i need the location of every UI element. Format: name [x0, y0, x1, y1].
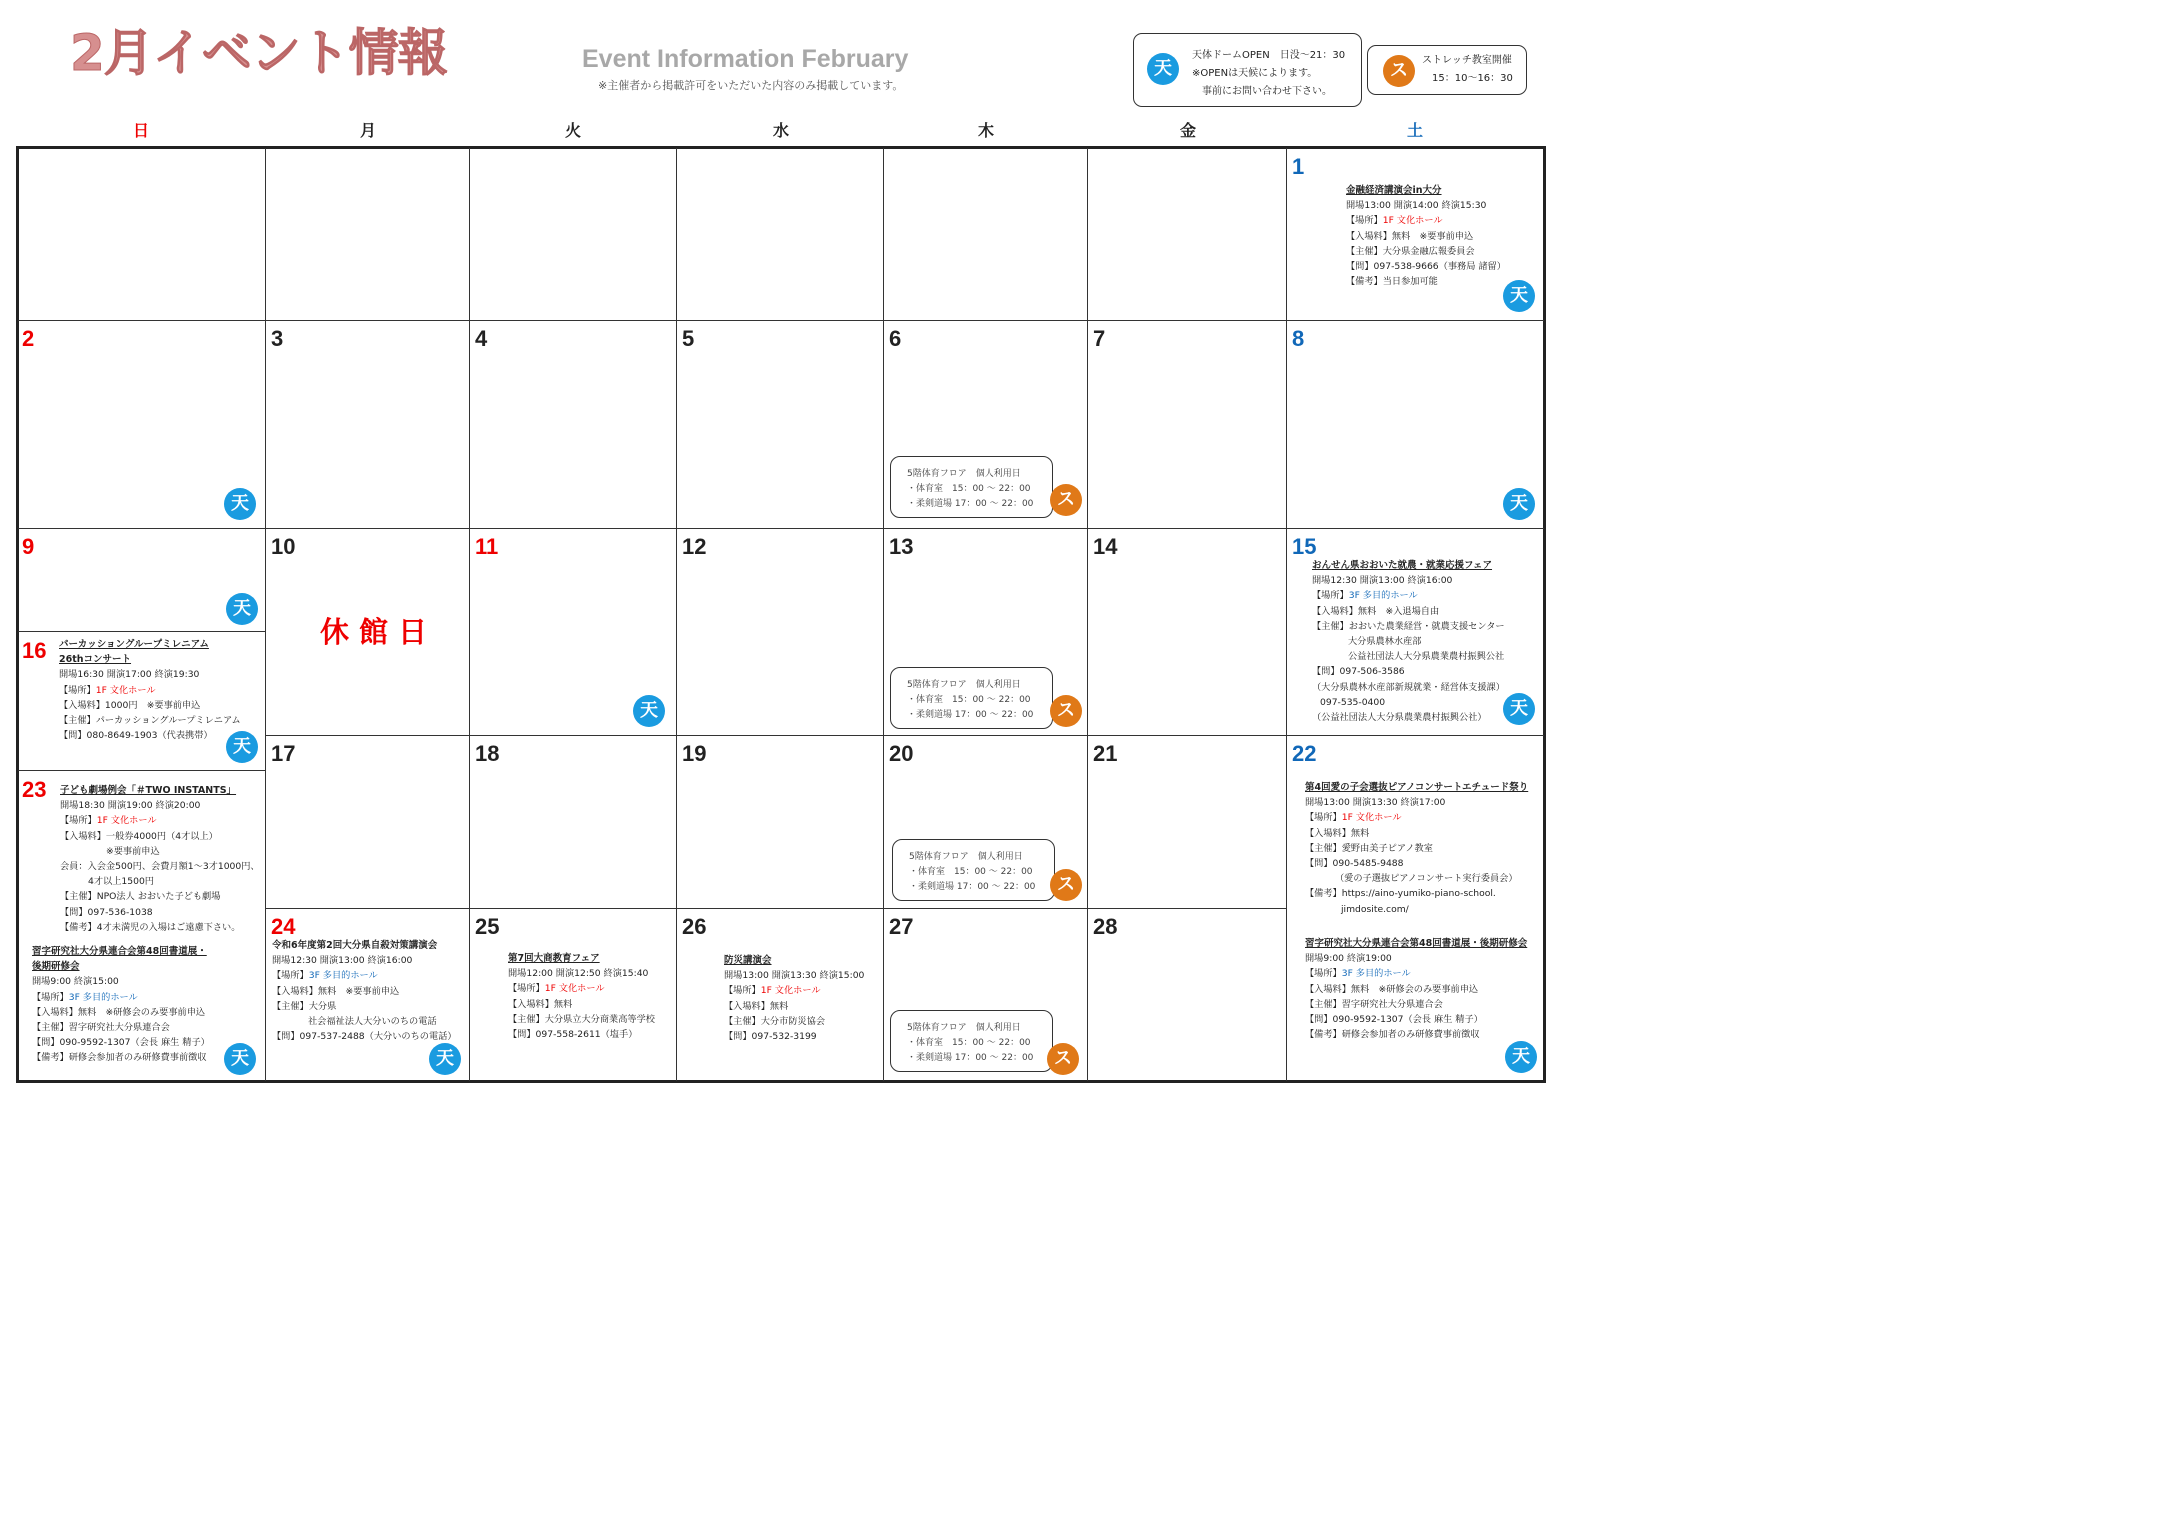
day-number: 7: [1093, 326, 1106, 351]
dome-icon: 天: [1503, 280, 1535, 312]
event-contact: 【問】080-8649-1903（代表携帯）: [59, 730, 213, 742]
event-time: 開場16:30 開演17:00 終演19:30: [59, 669, 200, 681]
stretch-icon: ス: [1383, 55, 1415, 87]
day-number: 16: [22, 638, 47, 663]
event-fee: 【入場料】無料: [1305, 827, 1370, 839]
page-title: 2月イベント情報: [70, 24, 447, 82]
dome-icon: 天: [1505, 1041, 1537, 1073]
stretch-box-line: ・体育室 15：00 ～ 22：00: [909, 867, 1033, 877]
event-title: 26thコンサート: [59, 654, 132, 666]
weekday-sat: 土: [1406, 121, 1423, 140]
stretch-box-line: 5階体育フロア 個人利用日: [907, 469, 1021, 479]
event-time: 開場9:00 終演19:00: [1305, 953, 1392, 965]
event-fee: 【入場料】一般券4000円（4才以上）: [60, 830, 218, 842]
event-host: 社会福祉法人大分いのちの電話: [308, 1016, 437, 1028]
day-number: 9: [22, 534, 35, 559]
stretch-box-line: ・体育室 15：00 ～ 22：00: [907, 1038, 1031, 1048]
event-feb22-calligraphy: [1305, 936, 1527, 1042]
stretch-schedule-box: [892, 839, 1055, 901]
event-host: 【主催】パーカッショングループミレニアム: [59, 715, 241, 727]
grid-line: [883, 148, 884, 1081]
legend-dome: [1133, 33, 1362, 107]
event-contact: 【問】097-537-2488（大分いのちの電話）: [272, 1031, 457, 1043]
event-place: 1F 文化ホール: [1382, 215, 1443, 227]
weekday-wed: 水: [772, 121, 789, 140]
day-number: 22: [1292, 741, 1317, 766]
event-contact: 【問】097-558-2611（塩手）: [508, 1029, 638, 1041]
stretch-box-line: 5階体育フロア 個人利用日: [907, 680, 1021, 690]
stretch-icon: ス: [1050, 484, 1082, 516]
event-host: 公益社団法人大分県農業農村振興公社: [1348, 651, 1505, 663]
event-feb25: [508, 951, 655, 1042]
grid-line: [265, 148, 266, 1081]
grid-line: [469, 148, 470, 1081]
stretch-icon: ス: [1050, 869, 1082, 901]
event-feb23: [60, 783, 260, 935]
event-host: 【主催】大分県: [272, 1000, 337, 1012]
event-host: 大分県農林水産部: [1348, 636, 1422, 648]
event-host: 【主催】習字研究社大分県連合会: [32, 1022, 170, 1034]
stretch-box-line: ・柔剣道場 17：00 ～ 22：00: [907, 1053, 1034, 1063]
grid-line: [18, 770, 265, 771]
event-time: 開場12:30 開演13:00 終演16:00: [272, 955, 413, 967]
dome-icon: 天: [1147, 53, 1179, 85]
dome-icon: 天: [429, 1043, 461, 1075]
event-contact: 【問】097-506-3586: [1312, 666, 1405, 678]
event-title: 金融経済講演会in大分: [1346, 185, 1442, 196]
day-number: 25: [475, 914, 500, 939]
event-contact: 【問】097-536-1038: [60, 906, 153, 918]
event-contact: 【問】090-9592-1307（会長 麻生 精子）: [1305, 1014, 1483, 1026]
event-contact: 【問】097-532-3199: [724, 1031, 817, 1043]
event-place: 1F 文化ホール: [760, 985, 821, 997]
dome-icon: 天: [224, 488, 256, 520]
event-fee: 【入場料】無料 ※要事前申込: [1346, 230, 1474, 242]
event-feb16: [59, 637, 241, 743]
event-time: 開場13:00 開演13:30 終演17:00: [1305, 797, 1446, 809]
event-contact: 【問】097-538-9666（事務局 諸留）: [1346, 261, 1506, 273]
event-fee: 【入場料】無料 ※入退場自由: [1312, 605, 1440, 617]
event-fee: 会員：入会金500円、会費月額1～3才1000円、: [60, 861, 260, 873]
grid-line: [18, 320, 1544, 321]
event-place-label: 【場所】: [724, 985, 761, 997]
dome-icon: 天: [1503, 693, 1535, 725]
weekday-mon: 月: [359, 121, 376, 140]
stretch-icon: ス: [1050, 695, 1082, 727]
stretch-box-line: ・柔剣道場 17：00 ～ 22：00: [909, 882, 1036, 892]
event-fee: 【入場料】無料: [508, 998, 573, 1010]
day-number: 14: [1093, 534, 1118, 559]
day-number: 10: [271, 534, 296, 559]
weekday-tue: 火: [564, 121, 581, 140]
event-title: パーカッショングループミレニアム: [59, 639, 209, 650]
event-contact: 【問】090-5485-9488: [1305, 858, 1404, 870]
event-place: 1F 文化ホール: [95, 684, 156, 696]
dome-icon: 天: [633, 695, 665, 727]
event-feb24: [272, 938, 457, 1044]
event-time: 開場13:00 開演14:00 終演15:30: [1346, 200, 1487, 212]
event-host: 【主催】おおいた農業経営・就農支援センター: [1312, 620, 1505, 632]
dome-icon: 天: [1503, 488, 1535, 520]
event-contact: （大分県農林水産部新規就業・経営体支援課）: [1312, 681, 1505, 693]
event-place-label: 【場所】: [60, 815, 97, 827]
event-place-label: 【場所】: [508, 983, 545, 995]
day-number: 8: [1292, 326, 1305, 351]
grid-line: [1286, 148, 1287, 1081]
legend-dome-line1: 天体ドームOPEN 日没～21：30: [1192, 50, 1346, 61]
dome-icon: 天: [226, 593, 258, 625]
event-note: 【備考】当日参加可能: [1346, 276, 1438, 288]
day-number: 5: [682, 326, 695, 351]
event-title: 習字研究社大分県連合会第48回書道展・後期研修会: [1305, 938, 1528, 949]
event-contact: 【問】090-9592-1307（会長 麻生 精子）: [32, 1037, 210, 1049]
event-time: 開場13:00 開演13:30 終演15:00: [724, 970, 865, 982]
event-host: 【主催】大分市防災協会: [724, 1015, 826, 1027]
grid-line: [676, 148, 677, 1081]
event-host: 【主催】習字研究社大分県連合会: [1305, 998, 1443, 1010]
event-title: 第7回大商教育フェア: [508, 953, 600, 964]
stretch-schedule-box: [890, 1010, 1053, 1072]
day-number: 26: [682, 914, 707, 939]
legend-stretch: [1367, 45, 1527, 95]
event-note: 【備考】研修会参加者のみ研修費事前徴収: [32, 1052, 207, 1064]
day-number: 6: [889, 326, 902, 351]
event-place-label: 【場所】: [1305, 812, 1342, 824]
stretch-icon: ス: [1047, 1043, 1079, 1075]
day-number: 1: [1292, 154, 1305, 179]
stretch-schedule-box: [890, 456, 1053, 518]
day-number: 13: [889, 534, 914, 559]
event-note: 【備考】研修会参加者のみ研修費事前徴収: [1305, 1029, 1480, 1041]
event-note: 【備考】4才未満児の入場はご遠慮下さい。: [60, 921, 241, 933]
event-fee: 4才以上1500円: [88, 876, 154, 888]
event-place-label: 【場所】: [59, 684, 96, 696]
event-place-label: 【場所】: [1305, 968, 1342, 980]
day-number: 19: [682, 741, 707, 766]
event-feb26: [724, 953, 864, 1044]
page-subtitle-en: Event Information February: [582, 45, 909, 73]
event-time: 開場12:30 開演13:00 終演16:00: [1312, 575, 1453, 587]
event-place: 1F 文化ホール: [544, 983, 605, 995]
grid-line: [265, 908, 1286, 909]
event-title: 防災講演会: [724, 955, 772, 966]
day-number: 18: [475, 741, 500, 766]
legend-stretch-line2: 15：10～16：30: [1432, 73, 1513, 84]
event-place: 1F 文化ホール: [96, 815, 157, 827]
day-number: 21: [1093, 741, 1118, 766]
dome-icon: 天: [226, 731, 258, 763]
day-number: 4: [475, 326, 488, 351]
day-number: 11: [475, 534, 499, 559]
event-place: 3F 多目的ホール: [1348, 590, 1418, 602]
day-number: 27: [889, 914, 914, 939]
event-feb15: [1312, 558, 1505, 725]
event-fee: 【入場料】無料 ※研修会のみ要事前申込: [1305, 983, 1479, 995]
event-place: 1F 文化ホール: [1341, 812, 1402, 824]
event-place: 3F 多目的ホール: [308, 970, 378, 982]
day-number: 2: [22, 326, 35, 351]
stretch-box-line: ・柔剣道場 17：00 ～ 22：00: [907, 710, 1034, 720]
event-time: 開場9:00 終演15:00: [32, 976, 119, 988]
event-title: 後期研修会: [32, 961, 80, 973]
event-title: 第4回愛の子会選抜ピアノコンサートエチュード祭り: [1305, 782, 1529, 793]
grid-line: [18, 528, 1544, 529]
event-place: 3F 多目的ホール: [1341, 968, 1411, 980]
event-title: 習字研究社大分県連合会第48回書道展・: [32, 946, 207, 957]
stretch-schedule-box: [890, 667, 1053, 729]
day-number: 24: [271, 914, 296, 939]
day-number: 17: [271, 741, 296, 766]
event-feb1: [1346, 183, 1506, 289]
event-fee: ※要事前申込: [106, 845, 160, 857]
day-number: 23: [22, 777, 47, 802]
event-host: 【主催】大分県立大分商業高等学校: [508, 1013, 655, 1025]
event-host: 【主催】大分県金融広報委員会: [1346, 245, 1475, 257]
event-title: 令和6年度第2回大分県自殺対策講演会: [272, 940, 438, 951]
weekday-thu: 木: [977, 121, 994, 140]
weekday-fri: 金: [1179, 121, 1196, 140]
event-time: 開場12:00 開演12:50 終演15:40: [508, 968, 649, 980]
event-note: 【備考】https://aino-yumiko-piano-school.: [1305, 888, 1496, 900]
event-fee: 【入場料】1000円 ※要事前申込: [59, 699, 201, 711]
stretch-box-line: 5階体育フロア 個人利用日: [907, 1023, 1021, 1033]
day-number: 15: [1292, 534, 1317, 559]
event-fee: 【入場料】無料 ※要事前申込: [272, 985, 400, 997]
legend-dome-line2: ※OPENは天候によります。: [1192, 68, 1318, 79]
grid-line: [265, 735, 1544, 736]
day-number: 20: [889, 741, 914, 766]
event-fee: 【入場料】無料 ※研修会のみ要事前申込: [32, 1006, 206, 1018]
event-host: 【主催】愛野由美子ピアノ教室: [1305, 842, 1433, 854]
event-contact: （愛の子選抜ピアノコンサート実行委員会）: [1335, 873, 1518, 885]
publication-note: ※主催者から掲載許可をいただいた内容のみ掲載しています。: [598, 79, 904, 92]
stretch-box-line: ・体育室 15：00 ～ 22：00: [907, 484, 1031, 494]
event-feb22: [1305, 780, 1528, 917]
day-number: 28: [1093, 914, 1118, 939]
weekday-sun: 日: [132, 121, 149, 140]
stretch-box-line: ・柔剣道場 17：00 ～ 22：00: [907, 499, 1034, 509]
event-place-label: 【場所】: [1312, 590, 1349, 602]
day-number: 3: [271, 326, 284, 351]
grid-line: [1087, 148, 1088, 1081]
event-place-label: 【場所】: [272, 970, 309, 982]
stretch-box-line: 5階体育フロア 個人利用日: [909, 852, 1023, 862]
event-contact: （公益社団法人大分県農業農村振興公社）: [1312, 712, 1487, 724]
grid-line: [18, 631, 265, 632]
event-time: 開場18:30 開演19:00 終演20:00: [60, 800, 201, 812]
event-title: 子ども劇場例会「＃TWO INSTANTS」: [60, 785, 237, 796]
event-note: jimdosite.com/: [1341, 903, 1409, 915]
event-contact: 097-535-0400: [1320, 696, 1386, 708]
dome-icon: 天: [224, 1043, 256, 1075]
legend-dome-line3: 事前にお問い合わせ下さい。: [1202, 86, 1332, 97]
event-place: 3F 多目的ホール: [68, 991, 138, 1003]
event-place-label: 【場所】: [1346, 215, 1383, 227]
stretch-box-line: ・体育室 15：00 ～ 22：00: [907, 695, 1031, 705]
legend-stretch-line1: ストレッチ教室開催: [1422, 55, 1512, 66]
event-feb23-calligraphy: [32, 944, 210, 1066]
event-host: 【主催】NPO法人 おおいた子ども劇場: [60, 891, 221, 903]
day-number: 12: [682, 534, 707, 559]
event-place-label: 【場所】: [32, 991, 69, 1003]
event-fee: 【入場料】無料: [724, 1000, 789, 1012]
event-title: おんせん県おおいた就農・就業応援フェア: [1312, 560, 1493, 571]
closed-day-label: 休館日: [320, 615, 438, 649]
